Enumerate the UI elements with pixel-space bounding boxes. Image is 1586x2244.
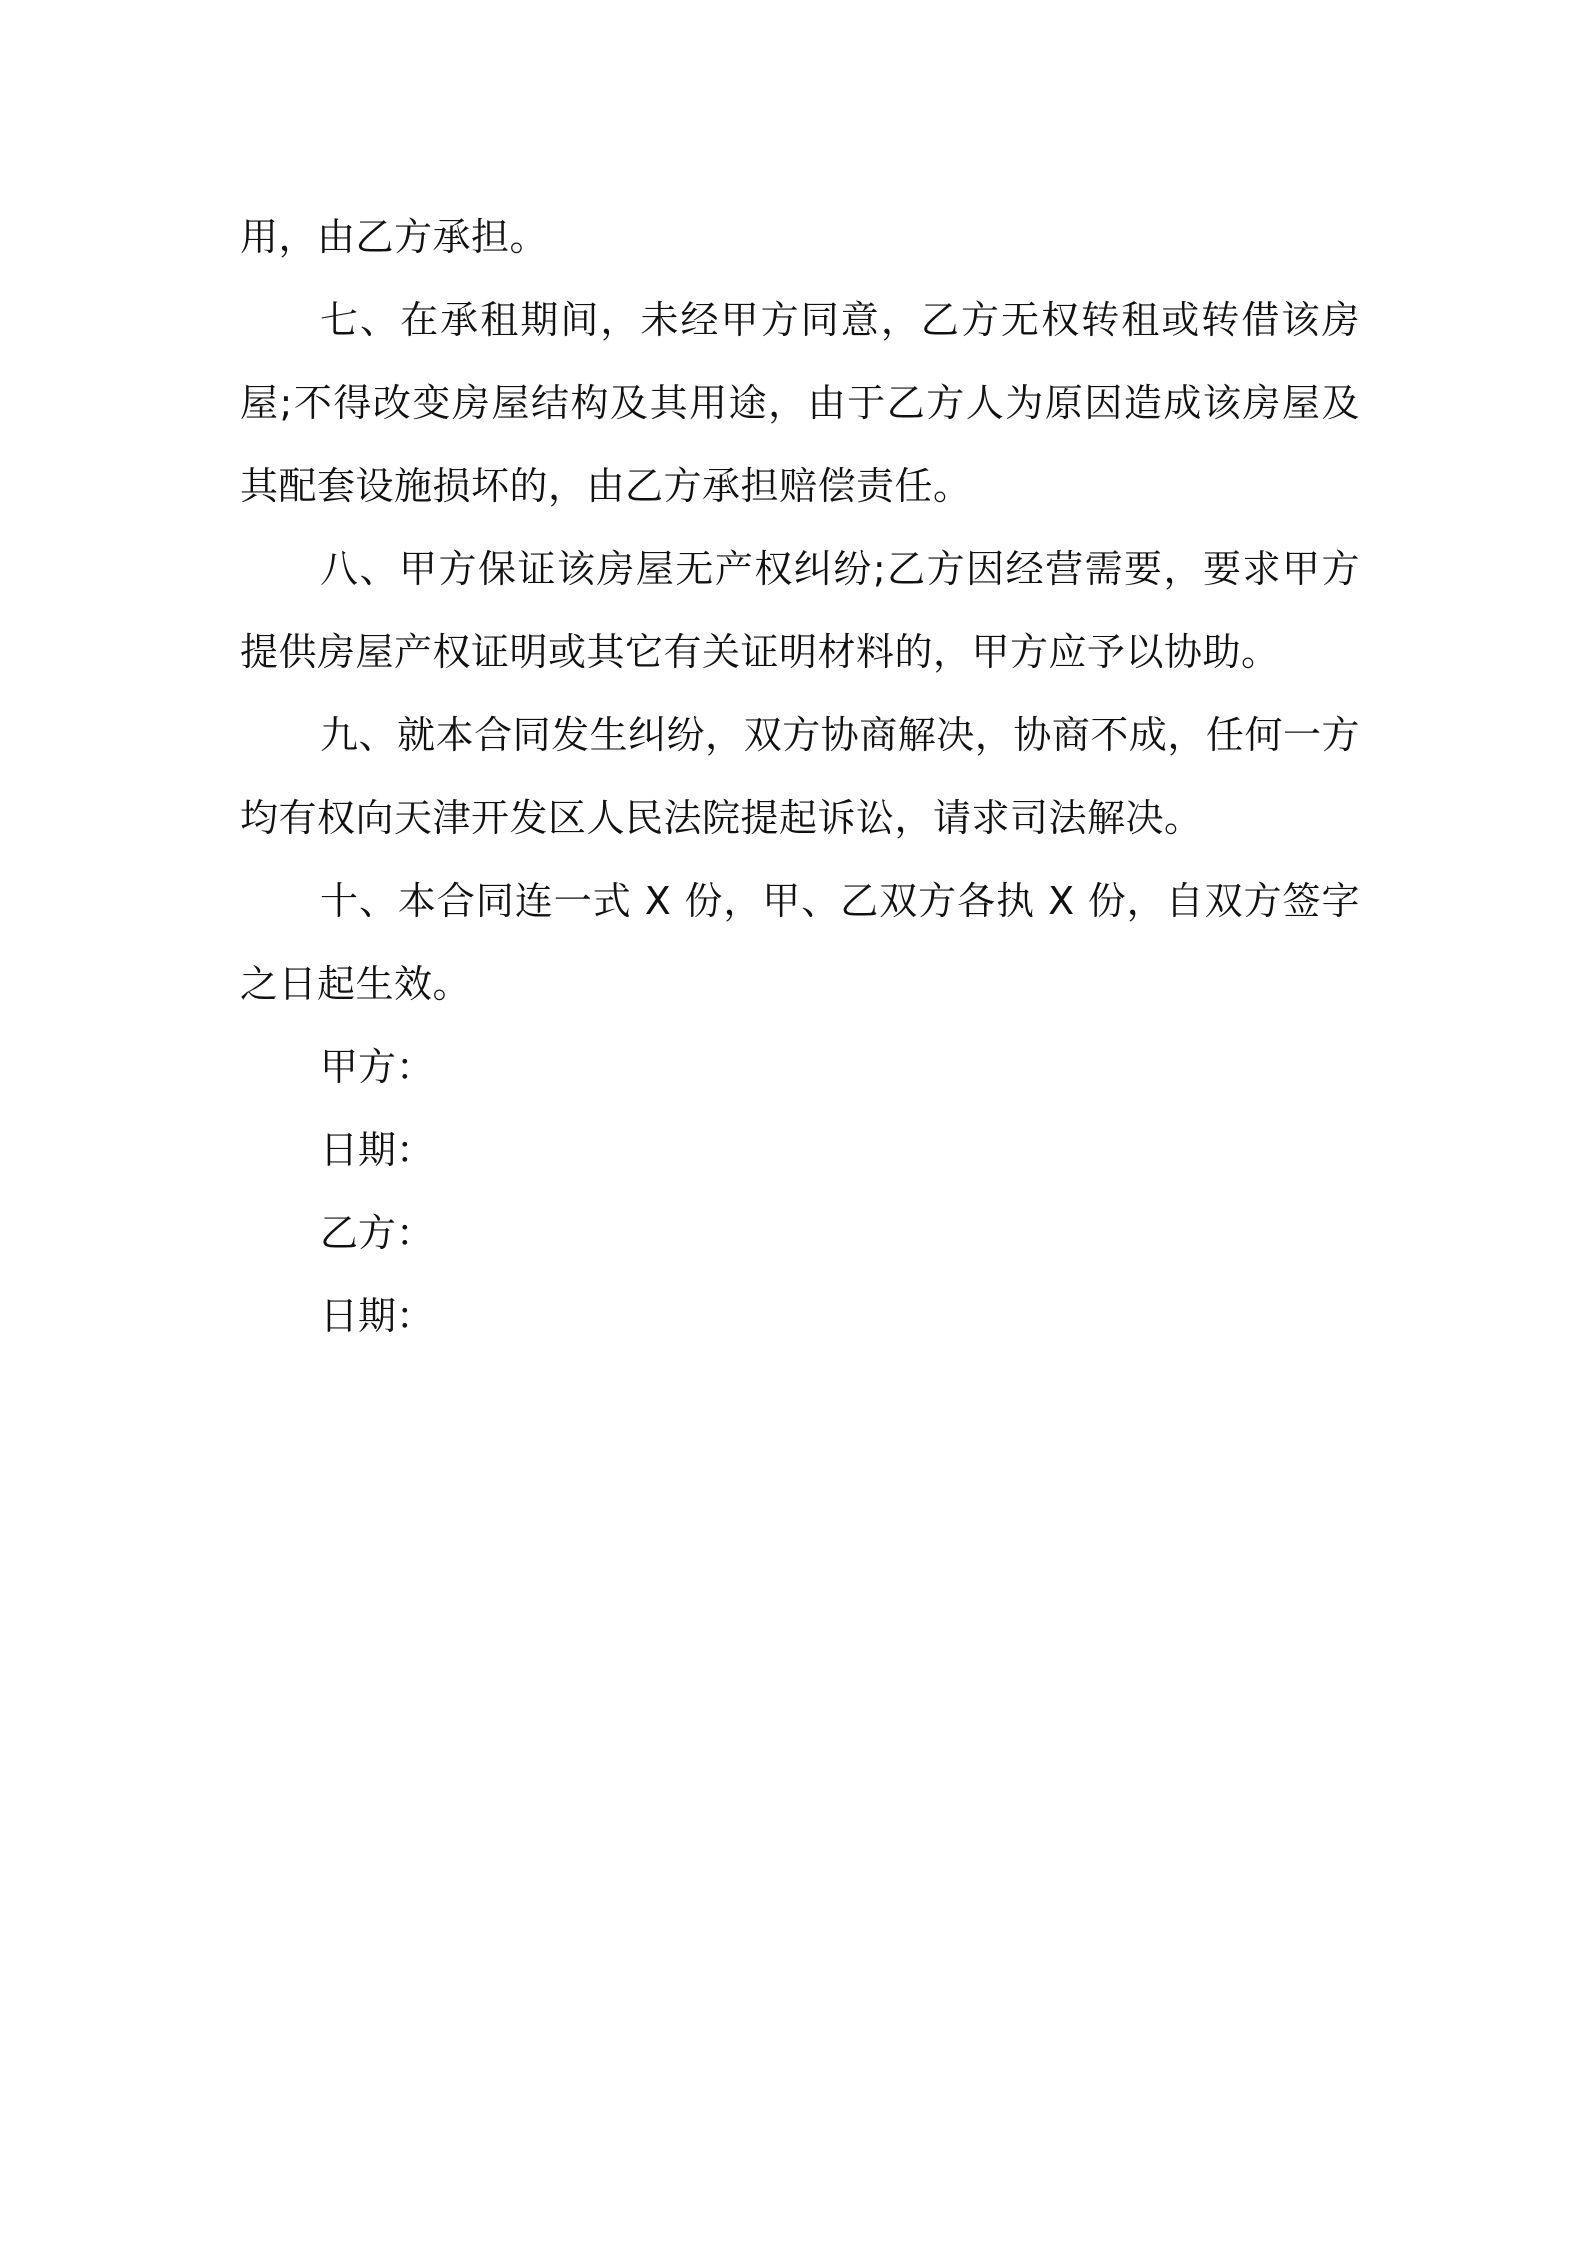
paragraph-continuation: 用，由乙方承担。 [240,215,549,259]
party-a-date-label: 日期： [320,1128,435,1172]
clause-7: 七、在承租期间，未经甲方同意，乙方无权转租或转借该房屋;不得改变房屋结构及其用途，由于乙方人为原因造成该房屋及其配套设施损坏的，由乙方承担赔偿责任。 [240,298,1360,508]
document-body [240,196,1360,1358]
clause-8: 八、甲方保证该房屋无产权纠纷;乙方因经营需要，要求甲方提供房屋产权证明或其它有关证明材料的，甲方应予以协助。 [240,547,1360,674]
clause-10: 十、本合同连一式 X 份，甲、乙双方各执 X 份，自双方签字之日起生效。 [240,879,1360,1006]
party-a-signature-label: 甲方： [320,1045,435,1089]
party-b-signature-label: 乙方： [320,1211,435,1255]
clause-9: 九、就本合同发生纠纷，双方协商解决，协商不成，任何一方均有权向天津开发区人民法院提起诉讼，请求司法解决。 [240,713,1360,840]
party-b-date-label: 日期： [320,1294,435,1338]
